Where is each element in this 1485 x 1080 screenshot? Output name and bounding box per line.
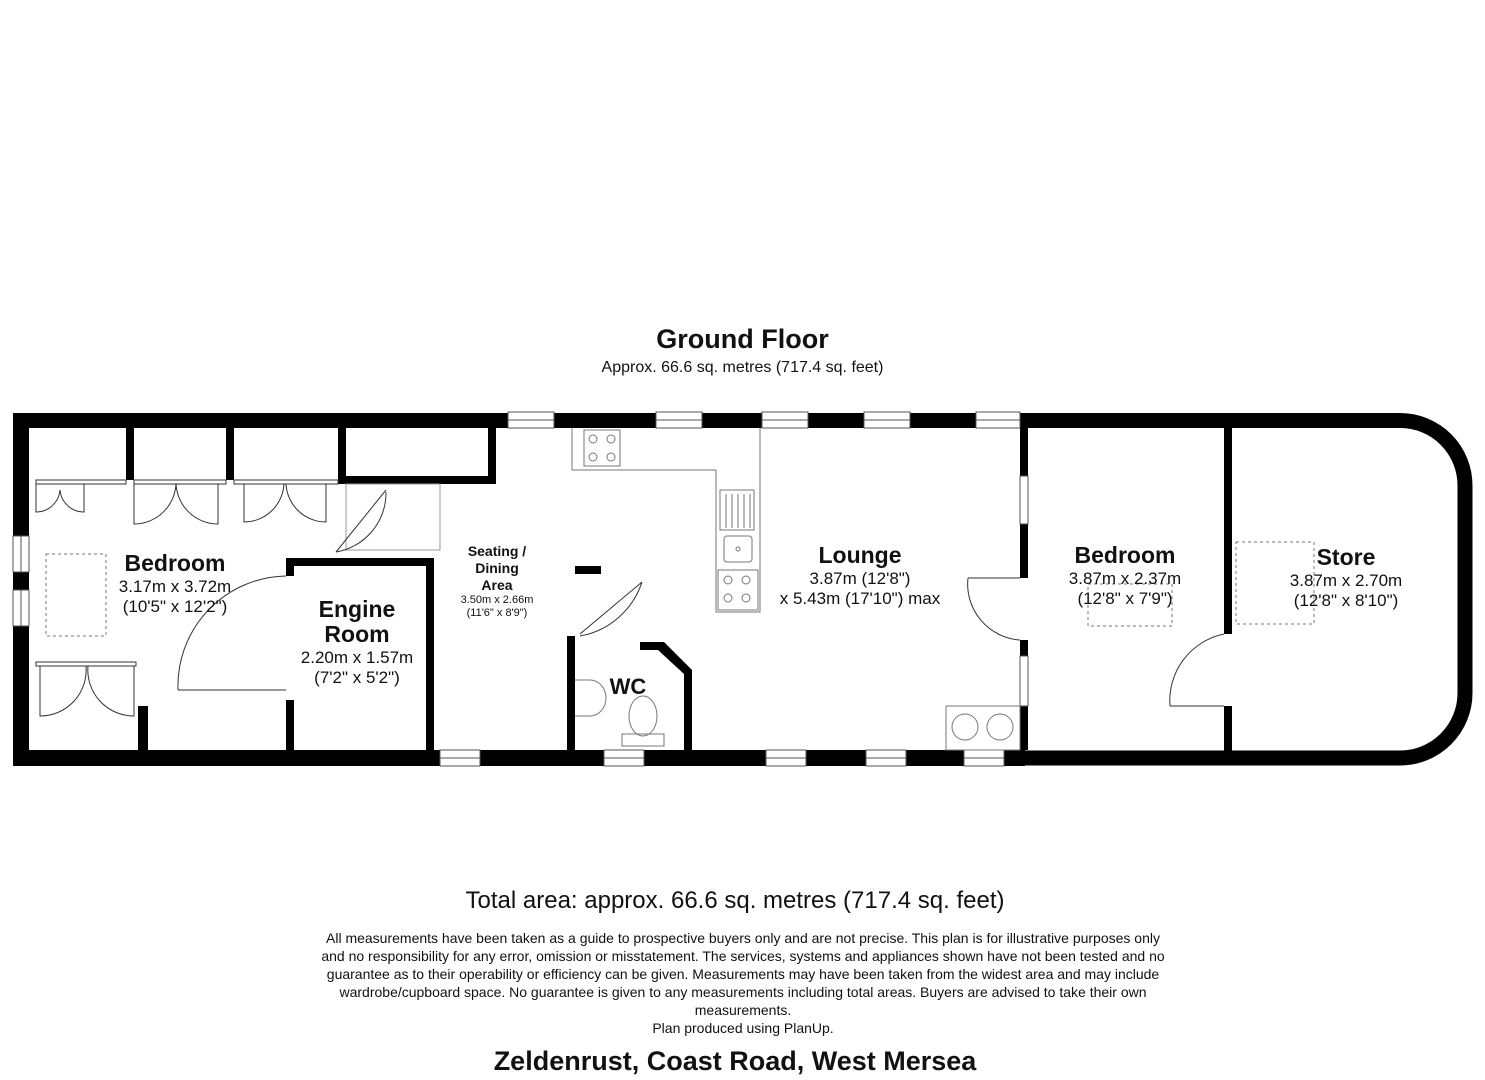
room-name: Bedroom xyxy=(1074,542,1176,568)
room-dimensions-metric: 3.17m x 3.72m xyxy=(118,577,232,596)
room-dimensions-imperial: (7'2" x 5'2") xyxy=(314,667,400,687)
room-bedroom-2 xyxy=(1050,544,1200,608)
hob xyxy=(584,430,620,466)
room-store xyxy=(1266,546,1426,610)
room-name: Engine xyxy=(318,596,396,622)
floor-title: Ground Floor xyxy=(656,324,829,354)
disclaimer-line: wardrobe/cupboard space. No guarantee is given to any measurements including total areas. Buyers are advised to take their own xyxy=(339,984,1147,1000)
room-dimensions-imperial: (10'5" x 12'2") xyxy=(122,596,228,616)
disclaimer-line: measurements. xyxy=(694,1002,792,1018)
floor-area-subtitle: Approx. 66.6 sq. metres (717.4 sq. feet) xyxy=(601,359,884,376)
room-dimensions-imperial: (12'8" x 7'9") xyxy=(1077,588,1173,608)
room-name: Area xyxy=(481,577,513,593)
room-name: Dining xyxy=(475,560,519,576)
disclaimer xyxy=(248,929,1238,1037)
room-dimensions-metric: 3.87m x 2.70m xyxy=(1289,571,1403,590)
room-bedroom-1 xyxy=(95,552,255,616)
property-address: Zeldenrust, Coast Road, West Mersea xyxy=(493,1046,977,1076)
room-name: Bedroom xyxy=(124,550,226,576)
wc-toilet xyxy=(629,696,657,736)
room-dimensions-metric: 2.20m x 1.57m xyxy=(300,648,414,667)
room-wc xyxy=(598,676,658,698)
disclaimer-line: All measurements have been taken as a guide to prospective buyers only and are not precise. This plan is for illustrative purposes only xyxy=(326,930,1160,946)
disclaimer-line: and no responsibility for any error, omission or misstatement. The services, systems and appliances shown have not been tested and no xyxy=(321,948,1165,964)
room-name: Lounge xyxy=(818,542,902,568)
room-dimensions-metric: 3.87m x 2.37m xyxy=(1068,569,1182,588)
disclaimer-line: guarantee as to their operability or efficiency can be given. Measurements may have been taken from the widest area and may include xyxy=(326,966,1160,982)
room-name: WC xyxy=(609,674,647,699)
room-dimensions-imperial: (12'8" x 8'10") xyxy=(1293,590,1399,610)
room-engine-room xyxy=(282,598,432,687)
room-lounge xyxy=(750,544,970,608)
disclaimer-line: Plan produced using PlanUp. xyxy=(652,1020,834,1036)
room-seating-dining xyxy=(437,544,557,619)
total-area: Total area: approx. 66.6 sq. metres (717.4 sq. feet) xyxy=(465,887,1005,914)
room-name: Store xyxy=(1316,544,1376,570)
stove xyxy=(946,706,1020,750)
room-dimensions-line2: x 5.43m (17'10") max xyxy=(779,588,941,608)
room-name: Seating / xyxy=(467,543,527,559)
room-dimensions-imperial: (11'6" x 8'9") xyxy=(466,606,528,619)
room-name: Room xyxy=(324,621,390,647)
sink xyxy=(720,490,754,562)
room-dimensions-line1: 3.87m (12'8") xyxy=(809,569,911,588)
room-dimensions-metric: 3.50m x 2.66m xyxy=(460,594,534,606)
